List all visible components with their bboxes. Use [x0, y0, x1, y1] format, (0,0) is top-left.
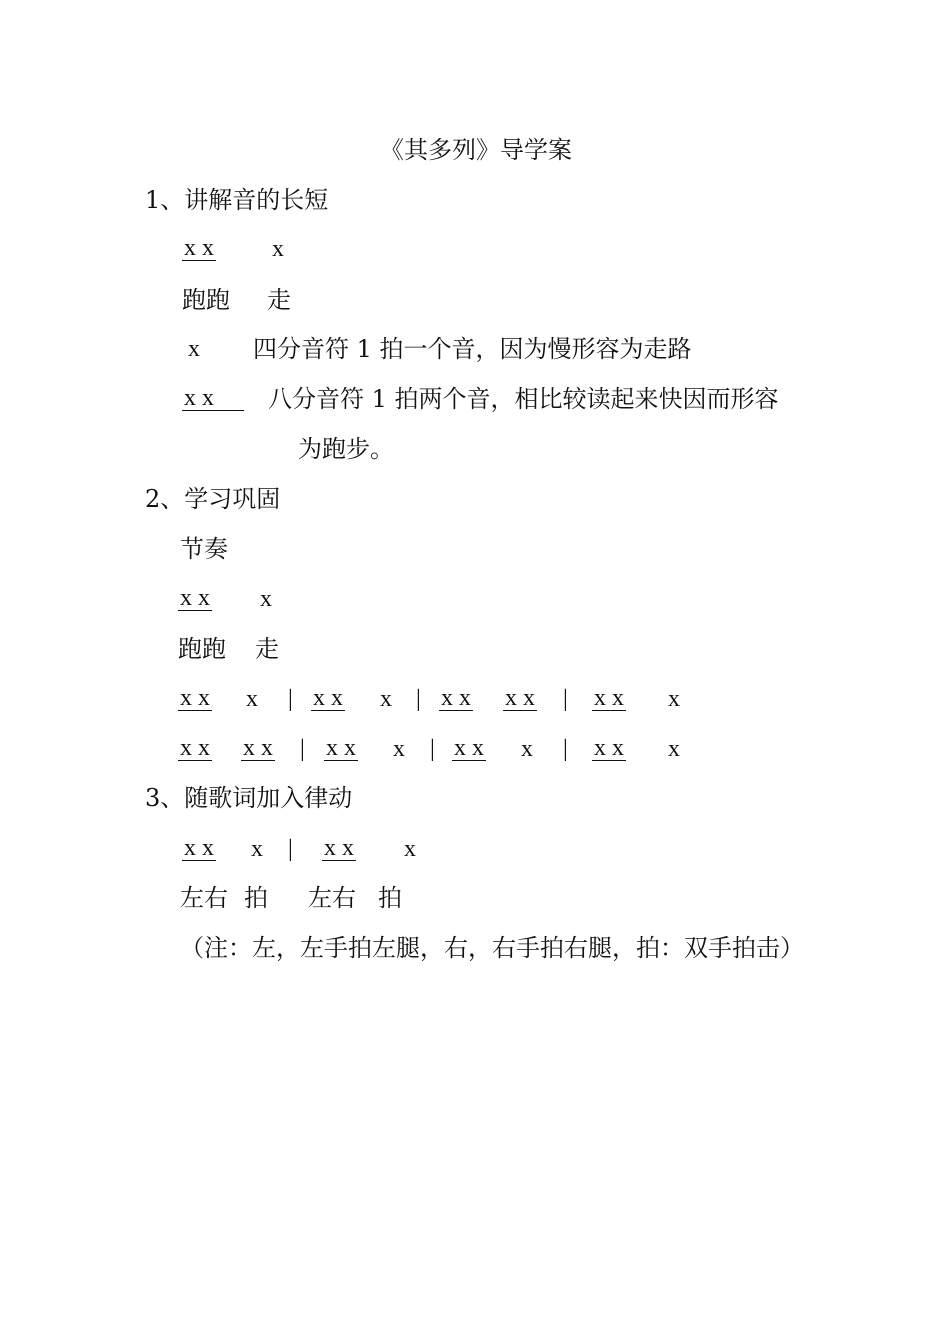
rhythm-note: x [393, 736, 405, 762]
word-run: 跑跑 [182, 286, 230, 314]
quarter-note: x [260, 586, 272, 612]
section-3-heading: 3、随歌词加入律动 [145, 784, 353, 812]
lyric-word: 左右 [308, 884, 356, 912]
lyric-word: 拍 [244, 884, 268, 912]
lyric-word: 左右 [180, 884, 228, 912]
eighth-note-symbol: x x [182, 386, 244, 411]
rhythm-note: x x [243, 735, 273, 761]
eighth-note-explanation-cont: 为跑步。 [298, 435, 394, 463]
section-1-heading: 1、讲解音的长短 [145, 186, 329, 214]
movement-note: （注：左，左手拍左腿，右，右手拍右腿，拍：双手拍击） [180, 934, 804, 962]
quarter-note-explanation: 四分音符 1 拍一个音，因为慢形容为走路 [253, 335, 692, 363]
eighth-note-pair: x x [180, 585, 210, 611]
rhythm-note: x x [326, 735, 356, 761]
rhythm-note: x [246, 686, 258, 712]
bar-line: | [563, 736, 568, 762]
section-2-heading: 2、学习巩固 [145, 485, 281, 513]
rhythm-note: x x [184, 835, 214, 861]
rhythm-note: x x [505, 685, 535, 711]
quarter-note: x [272, 236, 284, 262]
rhythm-note: x x [454, 735, 484, 761]
rhythm-note: x x [313, 685, 343, 711]
quarter-note-symbol: x [188, 336, 200, 362]
rhythm-note: x x [180, 735, 210, 761]
rhythm-note: x [251, 836, 263, 862]
bar-line: | [300, 736, 305, 762]
rhythm-note: x [521, 736, 533, 762]
rhythm-note: x x [441, 685, 471, 711]
rhythm-note: x [668, 686, 680, 712]
rhythm-note: x x [594, 735, 624, 761]
rhythm-label: 节奏 [180, 535, 228, 563]
bar-line: | [430, 736, 435, 762]
rhythm-note: x x [180, 685, 210, 711]
bar-line: | [288, 686, 293, 712]
rhythm-note: x x [324, 835, 354, 861]
eighth-note-explanation: 八分音符 1 拍两个音，相比较读起来快因而形容 [268, 385, 779, 413]
lyric-word: 拍 [378, 884, 402, 912]
rhythm-note: x [404, 836, 416, 862]
word-run: 跑跑 [178, 635, 226, 663]
rhythm-note: x [380, 686, 392, 712]
bar-line: | [563, 686, 568, 712]
bar-line: | [288, 836, 293, 862]
word-walk: 走 [267, 286, 291, 314]
bar-line: | [416, 686, 421, 712]
rhythm-note: x [668, 736, 680, 762]
word-walk: 走 [255, 635, 279, 663]
rhythm-note: x x [594, 685, 624, 711]
document-title: 《其多列》导学案 [380, 136, 572, 164]
eighth-note-pair: x x [184, 235, 214, 261]
